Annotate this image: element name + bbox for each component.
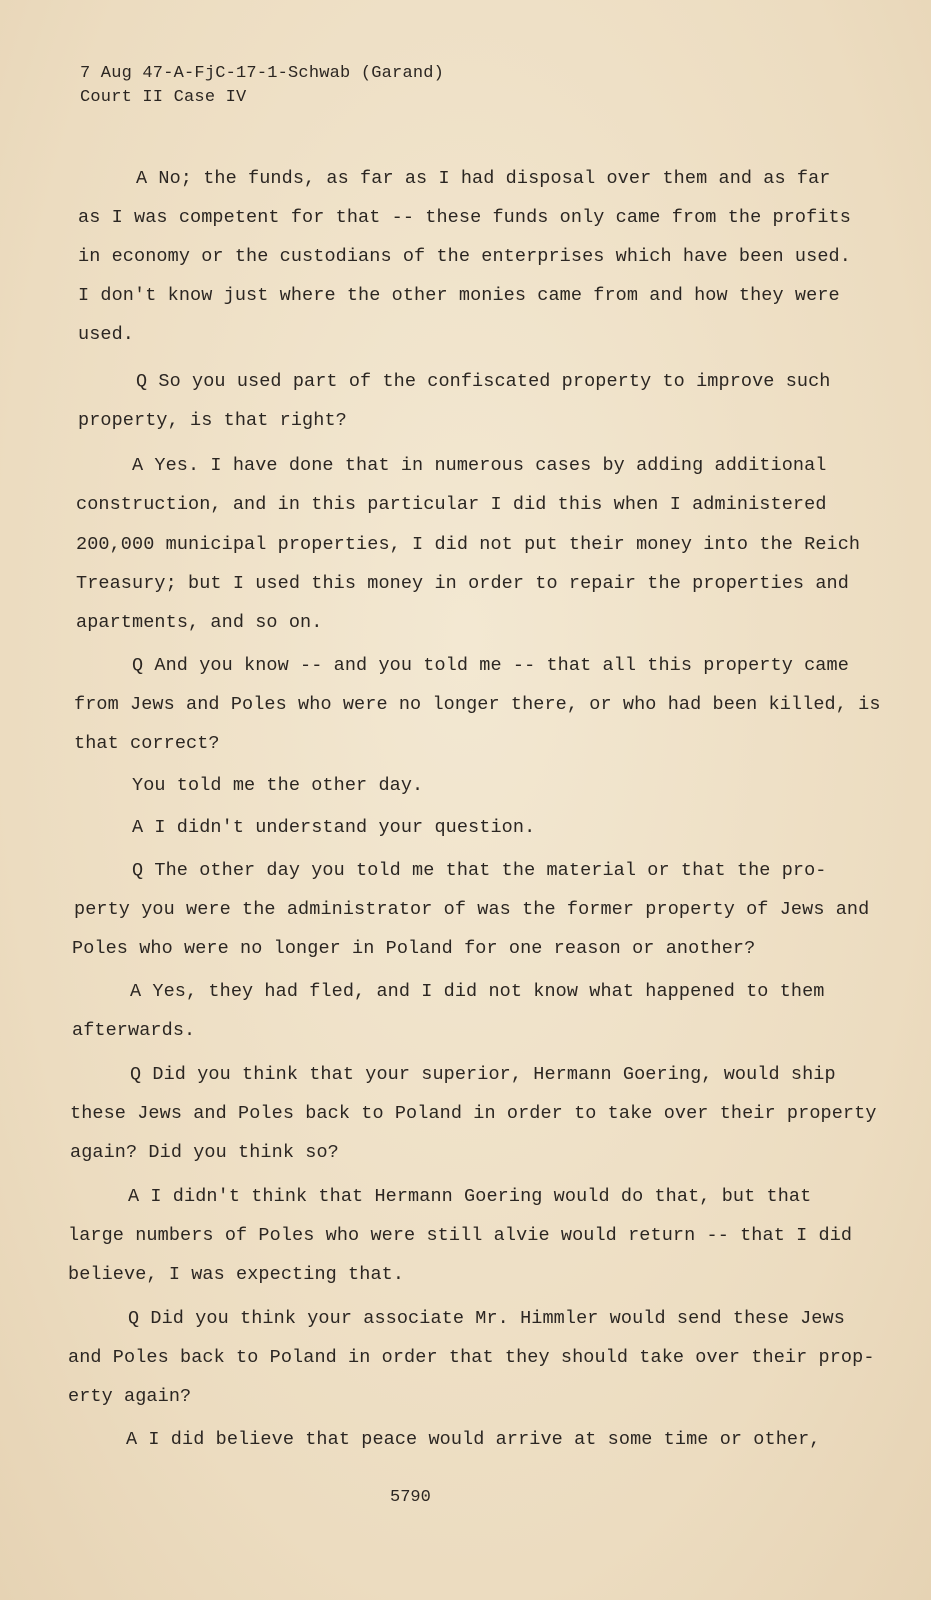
page-number: 5790: [390, 1488, 431, 1507]
transcript-line: A No; the funds, as far as I had disposal over them and as far: [136, 168, 831, 189]
transcript-line: 200,000 municipal properties, I did not put their money into the Reich: [76, 534, 861, 555]
transcript-line: I don't know just where the other monies came from and how they were: [78, 285, 840, 306]
transcript-line: A Yes, they had fled, and I did not know what happened to them: [130, 981, 825, 1002]
transcript-line: these Jews and Poles back to Poland in order to take over their property: [70, 1103, 877, 1124]
transcript-line: apartments, and so on.: [76, 612, 323, 633]
transcript-line: Poles who were no longer in Poland for one reason or another?: [72, 938, 756, 959]
transcript-line: perty you were the administrator of was the former property of Jews and: [74, 899, 870, 920]
transcript-line: believe, I was expecting that.: [68, 1264, 405, 1285]
transcript-line: property, is that right?: [78, 410, 347, 431]
transcript-line: again? Did you think so?: [70, 1142, 339, 1163]
transcript-line: in economy or the custodians of the enterprises which have been used.: [78, 246, 851, 267]
transcript-line: construction, and in this particular I did this when I administered: [76, 494, 827, 515]
transcript-line: that correct?: [74, 733, 220, 754]
transcript-line: as I was competent for that -- these funds only came from the profits: [78, 207, 851, 228]
transcript-line: Q And you know -- and you told me -- that all this property came: [132, 655, 849, 676]
document-header: [80, 62, 444, 110]
header-reference: 7 Aug 47-A-FjC-17-1-Schwab (Garand): [80, 64, 445, 83]
transcript-line: erty again?: [68, 1386, 192, 1407]
transcript-line: You told me the other day.: [132, 775, 424, 796]
transcript-line: A I didn't understand your question.: [132, 817, 536, 838]
transcript-line: A Yes. I have done that in numerous cases by adding additional: [132, 455, 827, 476]
header-court-case: Court II Case IV: [80, 88, 247, 107]
transcript-line: Q So you used part of the confiscated property to improve such: [136, 371, 831, 392]
transcript-line: from Jews and Poles who were no longer there, or who had been killed, is: [74, 694, 881, 715]
transcript-line: A I did believe that peace would arrive at some time or other,: [126, 1429, 821, 1450]
transcript-line: and Poles back to Poland in order that they should take over their prop-: [68, 1347, 875, 1368]
transcript-line: Q Did you think that your superior, Hermann Goering, would ship: [130, 1064, 836, 1085]
transcript-line: A I didn't think that Hermann Goering would do that, but that: [128, 1186, 812, 1207]
transcript-line: Treasury; but I used this money in order to repair the properties and: [76, 573, 849, 594]
transcript-line: large numbers of Poles who were still alvie would return -- that I did: [68, 1225, 853, 1246]
transcript-line: Q The other day you told me that the material or that the pro-: [132, 860, 827, 881]
transcript-line: Q Did you think your associate Mr. Himmler would send these Jews: [128, 1308, 845, 1329]
transcript-line: used.: [78, 324, 135, 345]
transcript-line: afterwards.: [72, 1020, 196, 1041]
